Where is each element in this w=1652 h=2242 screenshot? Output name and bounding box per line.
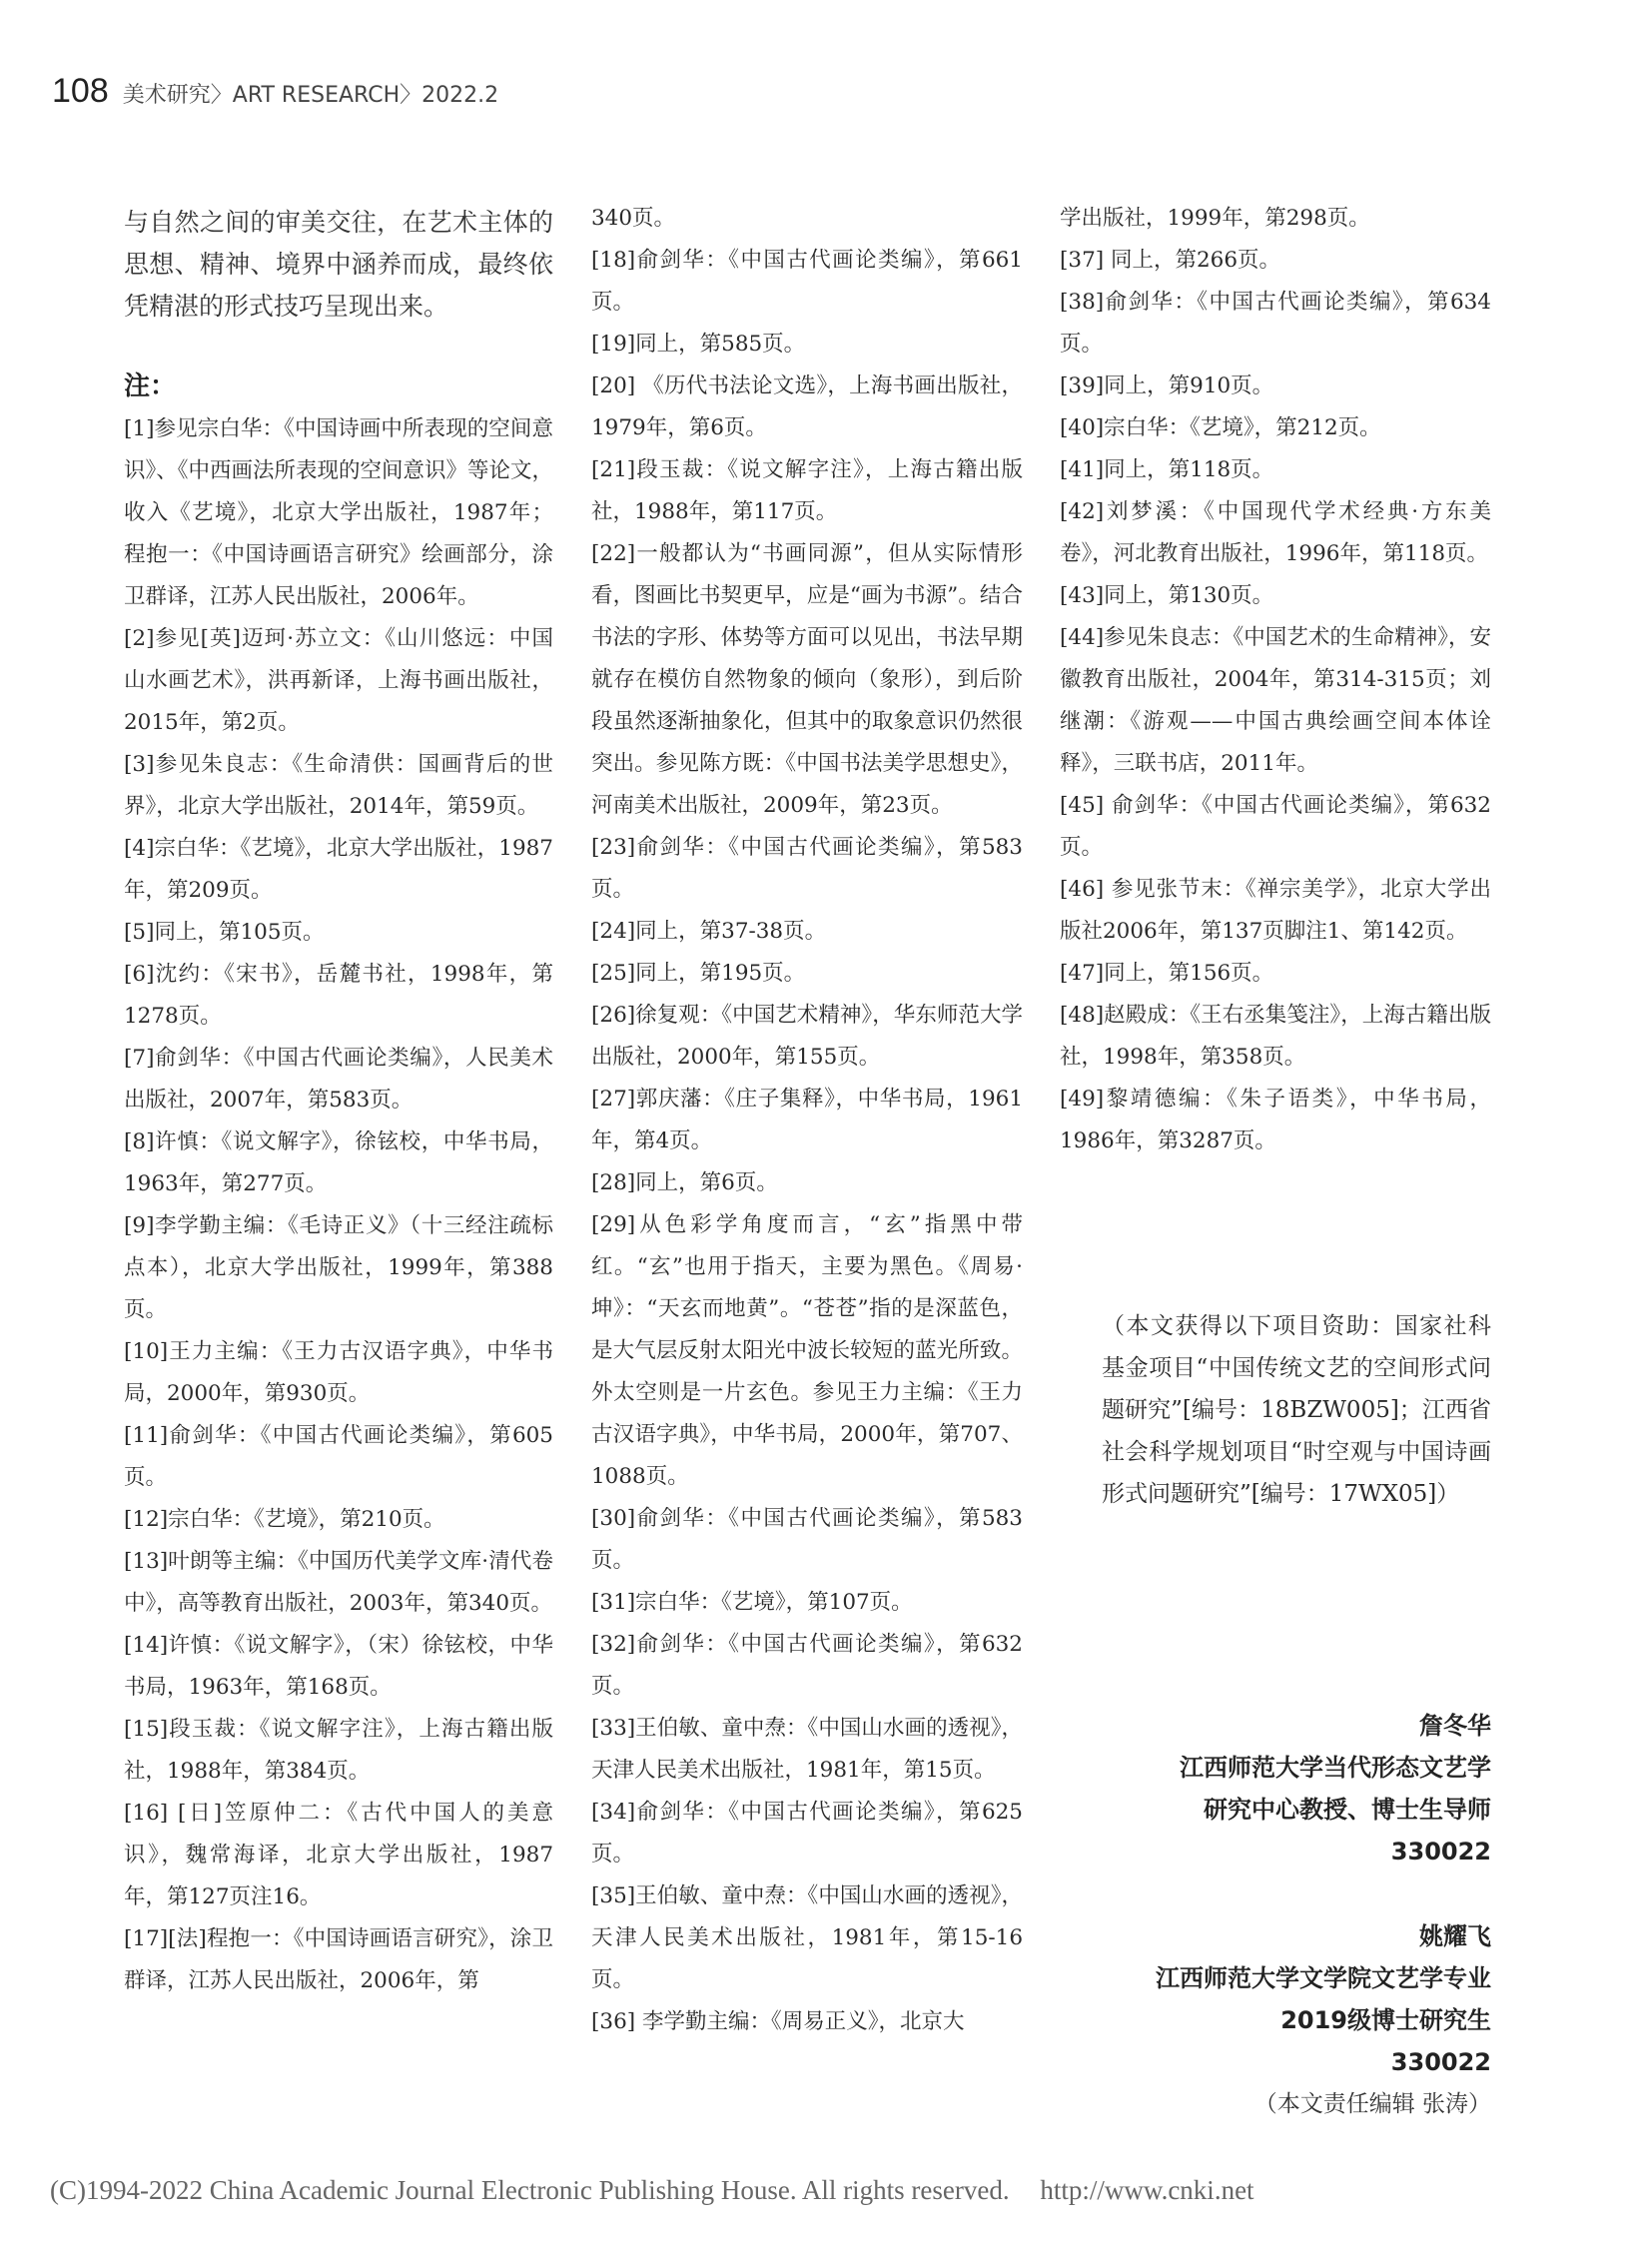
note-item: [9]李学勤主编：《毛诗正义》（十三经注疏标点本），北京大学出版社，1999年，第388页。 (124, 1213, 553, 1322)
note-item: [24]同上，第37-38页。 (591, 919, 827, 944)
note-item: [47]同上，第156页。 (1060, 961, 1274, 986)
notes-list (1060, 198, 1491, 1162)
header-separator: 〉 (400, 83, 422, 108)
note-item: 340页。 (591, 206, 676, 231)
author-postcode: 330022 (1390, 1838, 1491, 1866)
note-item: [23]俞剑华：《中国古代画论类编》，第583页。 (591, 835, 1023, 902)
note-item: [17][法]程抱一：《中国诗画语言研究》，涂卫群译，江苏人民出版社，2006年，第 (124, 1926, 553, 1993)
notes-list (591, 198, 1023, 2043)
note-item: [39]同上，第910页。 (1060, 374, 1274, 398)
note-item: [34]俞剑华：《中国古代画论类编》，第625页。 (591, 1800, 1023, 1867)
note-item: [13]叶朗等主编：《中国历代美学文库·清代卷中》，高等教育出版社，2003年，第340页。 (124, 1549, 553, 1616)
note-item: [44]参见朱良志：《中国艺术的生命精神》，安徽教育出版社，2004年，第314-315页；刘继潮：《游观——中国古典绘画空间本体诠释》，三联书店，2011年。 (1060, 625, 1491, 776)
note-item: 学出版社，1999年，第298页。 (1060, 206, 1370, 231)
note-item: [8]许慎：《说文解字》，徐铉校，中华书局，1963年，第277页。 (124, 1129, 553, 1196)
note-item: [16] [日]笠原仲二：《古代中国人的美意识》，魏常海译，北京大学出版社，1987年，第127页注16。 (124, 1801, 553, 1909)
note-item: [30]俞剑华：《中国古代画论类编》，第583页。 (591, 1506, 1023, 1573)
author-name: 詹冬华 (1419, 1712, 1491, 1740)
note-item: [37] 同上，第266页。 (1060, 248, 1281, 273)
note-item: [18]俞剑华：《中国古代画论类编》，第661页。 (591, 248, 1023, 315)
note-item: [19]同上，第585页。 (591, 332, 806, 357)
note-item: [36] 李学勤主编：《周易正义》，北京大 (591, 2009, 965, 2034)
author-affiliation: 研究中心教授、博士生导师 (1204, 1796, 1491, 1824)
author-affiliation: 2019级博士研究生 (1280, 2006, 1491, 2034)
journal-title-en: ART RESEARCH (232, 83, 401, 108)
note-item: [28]同上，第6页。 (591, 1170, 778, 1195)
body-paragraph: 与自然之间的审美交往，在艺术主体的思想、精神、境界中涵养而成，最终依凭精湛的形式技巧呈现出来。 (124, 208, 553, 321)
note-item: [41]同上，第118页。 (1060, 457, 1274, 482)
note-item: [49]黎靖德编：《朱子语类》，中华书局，1986年，第3287页。 (1060, 1087, 1491, 1153)
author-block (1156, 1915, 1491, 2083)
notes-list (124, 408, 553, 2002)
note-item: [45] 俞剑华：《中国古代画论类编》，第632页。 (1060, 793, 1491, 860)
column-3 (1060, 198, 1491, 1162)
author-postcode: 330022 (1390, 2048, 1491, 2076)
copyright-footer (50, 2175, 1254, 2206)
journal-title: 美术研究 (122, 83, 211, 108)
author-affiliation: 江西师范大学文学院文艺学专业 (1156, 1964, 1491, 1992)
note-item: [26]徐复观：《中国艺术精神》，华东师范大学出版社，2000年，第155页。 (591, 1003, 1023, 1070)
note-item: [40]宗白华：《艺境》，第212页。 (1060, 415, 1381, 440)
funding-statement: （本文获得以下项目资助：国家社科基金项目“中国传统文艺的空间形式问题研究”[编号：18BZW005]；江西省社会科学规划项目“时空观与中国诗画形式问题研究”[编号：17WX05]） (1102, 1313, 1491, 1507)
note-item: [46] 参见张节末：《禅宗美学》，北京大学出版社2006年，第137页脚注1、第142页。 (1060, 877, 1491, 944)
note-item: [6]沈约：《宋书》，岳麓书社，1998年，第1278页。 (124, 962, 553, 1029)
note-item: [5]同上，第105页。 (124, 920, 325, 945)
note-item: [43]同上，第130页。 (1060, 583, 1274, 608)
header-separator: 〉 (210, 83, 233, 108)
note-item: [29]从色彩学角度而言，“玄”指黑中带红。“玄”也用于指天，主要为黑色。《周易·坤》：“天玄而地黄”。“苍苍”指的是深蓝色，是大气层反射太阳光中波长较短的蓝光所致。外太空则是一片玄色。参见王力主编：《王力古汉语字典》，中华书局，2000年，第707、1088页。 (591, 1212, 1023, 1489)
note-item: [12]宗白华：《艺境》，第210页。 (124, 1507, 445, 1532)
note-item: [15]段玉裁：《说文解字注》，上海古籍出版社，1988年，第384页。 (124, 1717, 553, 1784)
note-item: [7]俞剑华：《中国古代画论类编》，人民美术出版社，2007年，第583页。 (124, 1046, 553, 1113)
cnki-link[interactable]: http://www.cnki.net (1040, 2175, 1254, 2205)
editor-note: （本文责任编辑 张涛） (1253, 2091, 1491, 2117)
note-item: [21]段玉裁：《说文解字注》，上海古籍出版社，1988年，第117页。 (591, 457, 1023, 524)
issue-number: 2022.2 (421, 83, 499, 108)
note-item: [1]参见宗白华：《中国诗画中所表现的空间意识》、《中西画法所表现的空间意识》等论文，收入《艺境》，北京大学出版社，1987年；程抱一：《中国诗画语言研究》绘画部分，涂卫群译，江苏人民出版社，2006年。 (124, 416, 554, 609)
page-number: 108 (52, 72, 109, 110)
author-block (1180, 1705, 1491, 1872)
note-item: [14]许慎：《说文解字》，（宋）徐铉校，中华书局，1963年，第168页。 (124, 1633, 553, 1700)
author-affiliation: 江西师范大学当代形态文艺学 (1180, 1754, 1491, 1782)
column-1 (124, 202, 553, 2002)
note-item: [33]王伯敏、童中焘：《中国山水画的透视》，天津人民美术出版社，1981年，第15页。 (591, 1716, 1023, 1783)
column-2 (591, 198, 1023, 2043)
note-item: [2]参见[英]迈珂·苏立文：《山川悠远：中国山水画艺术》，洪再新译，上海书画出版社，2015年，第2页。 (124, 626, 553, 735)
copyright-text: (C)1994-2022 China Academic Journal Electronic Publishing House. All rights reserved. (50, 2175, 1010, 2205)
note-item: [32]俞剑华：《中国古代画论类编》，第632页。 (591, 1632, 1023, 1699)
note-item: [22]一般都认为“书画同源”，但从实际情形看，图画比书契更早，应是“画为书源”。结合书法的字形、体势等方面可以见出，书法早期就存在模仿自然物象的倾向（象形），到后阶段虽然逐渐抽象化，但其中的取象意识仍然很突出。参见陈方既：《中国书法美学思想史》，河南美术出版社，2009年，第23页。 (591, 541, 1023, 818)
note-item: [38]俞剑华：《中国古代画论类编》，第634页。 (1060, 290, 1491, 357)
note-item: [31]宗白华：《艺境》，第107页。 (591, 1590, 913, 1615)
note-item: [35]王伯敏、童中焘：《中国山水画的透视》，天津人民美术出版社，1981年，第15-16页。 (591, 1883, 1023, 1992)
notes-heading: 注： (124, 372, 177, 401)
note-item: [48]赵殿成：《王右丞集笺注》，上海古籍出版社，1998年，第358页。 (1060, 1003, 1491, 1070)
author-name: 姚耀飞 (1419, 1922, 1491, 1950)
note-item: [42]刘梦溪：《中国现代学术经典·方东美卷》，河北教育出版社，1996年，第118页。 (1060, 499, 1491, 566)
note-item: [20] 《历代书法论文选》，上海书画出版社，1979年，第6页。 (591, 374, 1023, 440)
note-item: [27]郭庆藩：《庄子集释》，中华书局，1961年，第4页。 (591, 1087, 1023, 1153)
note-item: [10]王力主编：《王力古汉语字典》，中华书局，2000年，第930页。 (124, 1339, 553, 1406)
running-header (52, 72, 498, 111)
note-item: [4]宗白华：《艺境》，北京大学出版社，1987年，第209页。 (124, 836, 553, 903)
note-item: [25]同上，第195页。 (591, 961, 806, 986)
note-item: [11]俞剑华：《中国古代画论类编》，第605页。 (124, 1423, 553, 1490)
note-item: [3]参见朱良志：《生命清供：国画背后的世界》，北京大学出版社，2014年，第59页。 (124, 752, 553, 819)
